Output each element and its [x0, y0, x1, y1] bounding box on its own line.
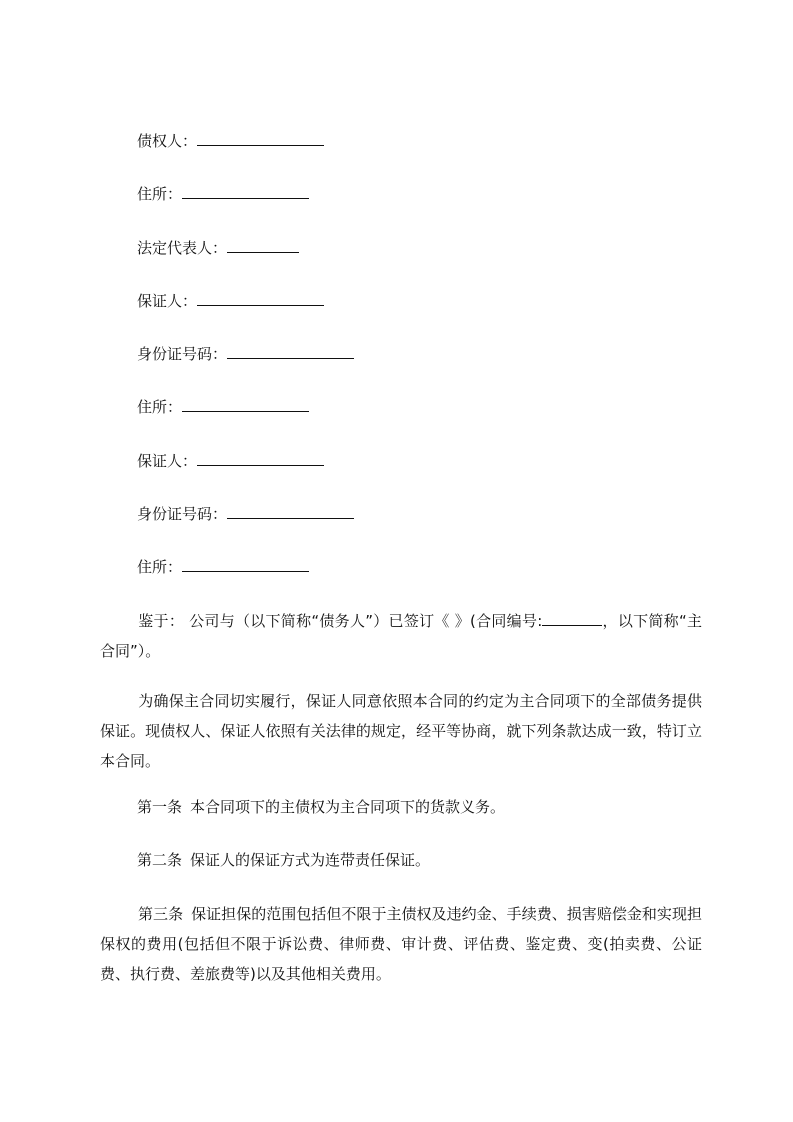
article-3 — [100, 899, 702, 989]
guarantor-1-id-blank[interactable] — [227, 344, 354, 359]
legal-rep-blank[interactable] — [227, 238, 299, 253]
article-1-text: 本合同项下的主债权为主合同项下的货款义务。 — [190, 798, 506, 816]
guarantor-2-address-field — [137, 557, 309, 577]
guarantor-1-address-blank[interactable] — [182, 397, 309, 412]
guarantor-1-field — [137, 291, 324, 311]
guarantor-1-id-field — [137, 344, 354, 364]
legal-rep-label: 法定代表人： — [137, 239, 228, 257]
guarantor-2-label: 保证人： — [137, 452, 198, 470]
article-3-title: 第三条 — [138, 905, 184, 923]
guarantor-2-blank[interactable] — [197, 451, 324, 466]
recital-text-1: 鉴于： 公司与（以下简称“债务人”）已签订《 》(合同编号: — [138, 612, 543, 630]
creditor-field — [137, 131, 324, 151]
guarantor-2-id-field — [137, 504, 354, 524]
purpose-text: 为确保主合同切实履行，保证人同意依照本合同的约定为主合同项下的全部债务提供保证。现债权人、保证人依照有关法律的规定，经平等协商，就下列条款达成一致，特订立本合同。 — [100, 692, 702, 770]
guarantor-1-blank[interactable] — [197, 291, 324, 306]
creditor-address-blank[interactable] — [182, 184, 309, 199]
guarantor-1-label: 保证人： — [137, 292, 198, 310]
article-1 — [137, 797, 505, 817]
guarantor-2-field — [137, 451, 324, 471]
article-2 — [137, 850, 430, 870]
contract-number-blank[interactable] — [542, 611, 602, 626]
article-2-title: 第二条 — [137, 851, 183, 869]
creditor-address-field — [137, 184, 309, 204]
article-2-text: 保证人的保证方式为连带责任保证。 — [190, 851, 431, 869]
guarantor-2-id-blank[interactable] — [227, 504, 354, 519]
guarantor-1-id-label: 身份证号码： — [137, 345, 228, 363]
guarantor-2-address-blank[interactable] — [182, 557, 309, 572]
legal-rep-field — [137, 238, 299, 258]
guarantor-1-address-field — [137, 397, 309, 417]
guarantor-2-address-label: 住所： — [137, 558, 183, 576]
purpose-paragraph — [100, 686, 702, 776]
creditor-address-label: 住所： — [137, 185, 183, 203]
article-3-text: 保证担保的范围包括但不限于主债权及违约金、手续费、损害赔偿金和实现担保权的费用(包括但不限于诉讼费、律师费、审计费、评估费、鉴定费、变(拍卖费、公证费、执行费、差旅费等)以及其他相关费用。 — [100, 905, 702, 983]
article-1-title: 第一条 — [137, 798, 183, 816]
creditor-label: 债权人： — [137, 132, 198, 150]
recital-paragraph — [100, 606, 702, 666]
creditor-blank[interactable] — [197, 131, 324, 146]
guarantor-2-id-label: 身份证号码： — [137, 505, 228, 523]
guarantor-1-address-label: 住所： — [137, 398, 183, 416]
recital-text-2: ，以下简称“主合同”）。 — [100, 612, 702, 660]
